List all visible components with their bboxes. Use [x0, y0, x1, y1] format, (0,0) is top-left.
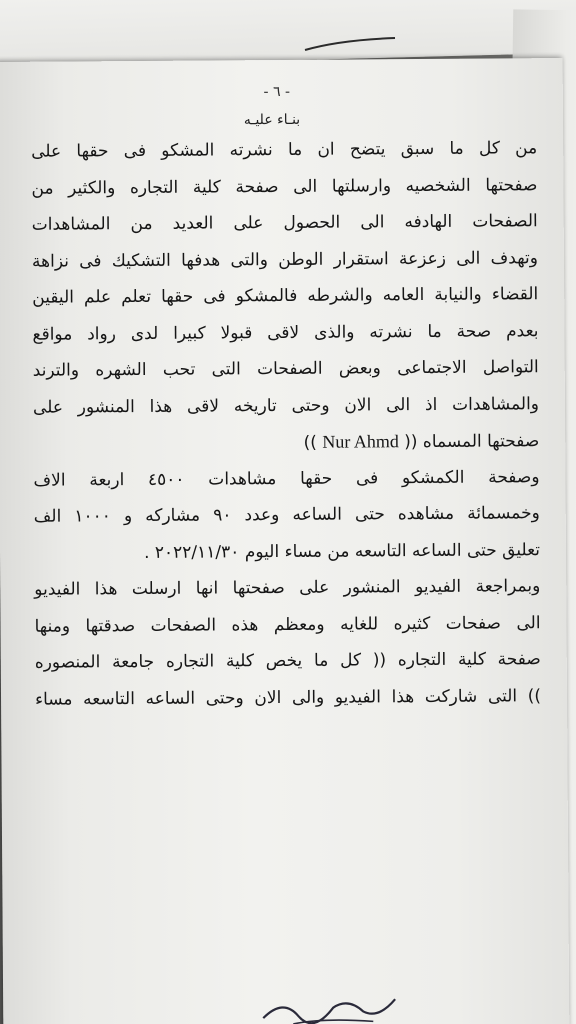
text-line-4: وتهدف الى زعزعة استقرار الوطن والتى هدفها التشكيك فى نزاهة	[31, 247, 539, 272]
page-name: Nur Ahmd	[322, 431, 399, 452]
document-body	[31, 130, 541, 718]
section-heading: بنـاء عليـه	[243, 111, 301, 129]
text-line-15: صفحة كلية التجاره (( كل ما يخص كلية التجاره جامعة المنصوره	[34, 649, 541, 673]
text-line-10: وصفحة الكمشكو فى حقها مشاهدات ٤٥٠٠ اربعة الاف	[33, 466, 540, 491]
text-line-9-prefix: صفحتها المسماه ((	[404, 431, 540, 453]
text-line-8: والمشاهدات اذ الى الان وحتى تاريخه لاقى هذا المنشور على	[32, 393, 540, 418]
text-line-6: بعدم صحة ما نشرته والذى لاقى قبولا كبيرا لدى رواد مواقع	[32, 320, 539, 345]
text-line-16: )) التى شاركت هذا الفيديو والى الان وحتى الساعه التاسعه مساء	[34, 685, 542, 710]
text-line-1: من كل ما سبق يتضح ان ما نشرته المشكو فى حقها على	[31, 138, 538, 162]
handwritten-signature	[253, 977, 403, 1024]
text-line-9	[33, 422, 539, 462]
page-number: - ٦ -	[263, 83, 291, 101]
text-line-7: التواصل الاجتماعى وبعض الصفحات التى تحب الشهره والترند	[32, 357, 539, 381]
text-line-5: القضاء والنيابة العامه والشرطه فالمشكو فى حقها تعلم علم اليقين	[32, 284, 539, 308]
text-line-12: تعليق حتى الساعه التاسعه من مساء اليوم ٢٠٢٢/١١/٣٠ .	[143, 539, 541, 563]
text-line-9-suffix: ))	[303, 432, 317, 453]
text-line-2: صفحتها الشخصيه وارسلتها الى صفحة كلية التجاره والكثير من	[31, 174, 538, 199]
pen-mark	[300, 30, 400, 60]
document-page	[0, 58, 569, 1024]
text-line-3: الصفحات الهادفه الى الحصول على العديد من المشاهدات	[31, 211, 538, 235]
text-line-11: وخمسمائة مشاهده حتى الساعه وعدد ٩٠ مشاركه و ١٠٠٠ الف	[33, 503, 540, 527]
text-line-14: الى صفحات كثيره للغايه ومعظم هذه الصفحات صدقتها ومنها	[34, 612, 541, 637]
text-line-13: وبمراجعة الفيديو المنشور على صفحتها انها ارسلت هذا الفيديو	[34, 576, 541, 600]
